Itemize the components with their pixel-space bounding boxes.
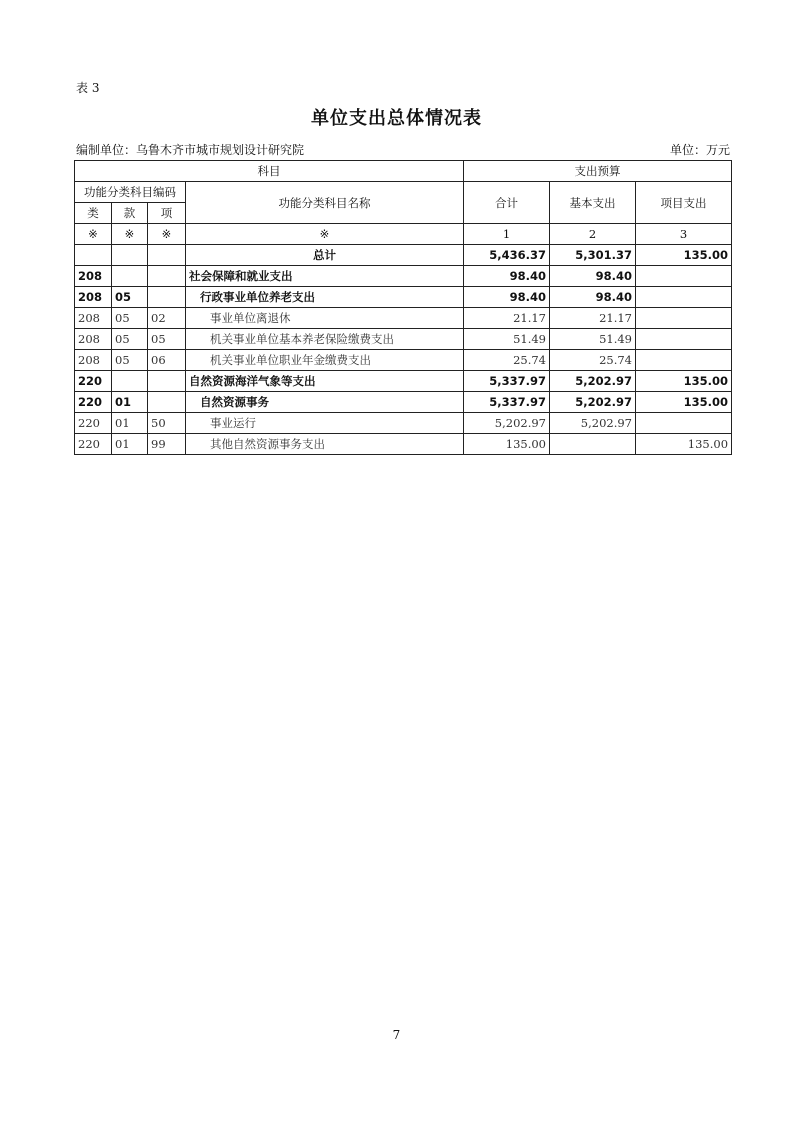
col-number-1: 1 [464, 224, 550, 245]
subject-name: 其他自然资源事务支出 [186, 434, 464, 455]
table-row [75, 392, 732, 413]
header-kuan: 款 [112, 203, 148, 224]
code-lei: 208 [75, 287, 112, 308]
amount-total: 98.40 [464, 287, 550, 308]
code-kuan: 05 [112, 329, 148, 350]
code-lei: 208 [75, 266, 112, 287]
header-code-group: 功能分类科目编码 [75, 182, 186, 203]
code-xiang [148, 392, 186, 413]
code-xiang: 02 [148, 308, 186, 329]
subject-name: 自然资源事务 [186, 392, 464, 413]
header-row-4 [75, 224, 732, 245]
amount-total: 5,202.97 [464, 413, 550, 434]
code-xiang: 05 [148, 329, 186, 350]
mark-xiang: ※ [148, 224, 186, 245]
header-row-2 [75, 182, 732, 203]
code-lei: 220 [75, 392, 112, 413]
table-row [75, 287, 732, 308]
code-xiang [148, 266, 186, 287]
code-kuan: 01 [112, 392, 148, 413]
subject-name: 机关事业单位职业年金缴费支出 [186, 350, 464, 371]
header-budget: 支出预算 [464, 161, 732, 182]
header-total: 合计 [464, 182, 550, 224]
amount-basic: 98.40 [550, 266, 636, 287]
subject-name: 事业单位离退休 [186, 308, 464, 329]
amount-total: 25.74 [464, 350, 550, 371]
amount-total: 21.17 [464, 308, 550, 329]
table-row [75, 434, 732, 455]
total-basic: 5,301.37 [550, 245, 636, 266]
amount-basic: 51.49 [550, 329, 636, 350]
page-number: 7 [392, 1028, 401, 1042]
code-xiang: 50 [148, 413, 186, 434]
code-kuan [112, 371, 148, 392]
header-subject: 科目 [75, 161, 464, 182]
subject-name: 自然资源海洋气象等支出 [186, 371, 464, 392]
code-xiang: 99 [148, 434, 186, 455]
header-lei: 类 [75, 203, 112, 224]
amount-project [636, 413, 732, 434]
amount-project [636, 350, 732, 371]
total-project: 135.00 [636, 245, 732, 266]
expenditure-table [74, 160, 732, 455]
total-xiang [148, 245, 186, 266]
code-lei: 220 [75, 434, 112, 455]
amount-total: 98.40 [464, 266, 550, 287]
mark-name: ※ [186, 224, 464, 245]
amount-total: 51.49 [464, 329, 550, 350]
code-xiang: 06 [148, 350, 186, 371]
amount-basic: 5,202.97 [550, 413, 636, 434]
table-number: 表 3 [76, 81, 100, 95]
amount-basic: 98.40 [550, 287, 636, 308]
amount-project [636, 329, 732, 350]
total-label: 总计 [186, 245, 464, 266]
amount-basic [550, 434, 636, 455]
subject-name: 社会保障和就业支出 [186, 266, 464, 287]
mark-lei: ※ [75, 224, 112, 245]
table-row [75, 413, 732, 434]
col-number-3: 3 [636, 224, 732, 245]
code-lei: 208 [75, 308, 112, 329]
header-basic: 基本支出 [550, 182, 636, 224]
amount-basic: 25.74 [550, 350, 636, 371]
code-kuan: 01 [112, 413, 148, 434]
table-row [75, 329, 732, 350]
amount-project [636, 266, 732, 287]
amount-basic: 5,202.97 [550, 392, 636, 413]
code-xiang [148, 287, 186, 308]
total-amount: 5,436.37 [464, 245, 550, 266]
amount-project [636, 287, 732, 308]
col-number-2: 2 [550, 224, 636, 245]
table-row [75, 371, 732, 392]
page-title: 单位支出总体情况表 [311, 108, 482, 129]
amount-project: 135.00 [636, 434, 732, 455]
header-xiang: 项 [148, 203, 186, 224]
code-kuan [112, 266, 148, 287]
subject-name: 机关事业单位基本养老保险缴费支出 [186, 329, 464, 350]
amount-project [636, 308, 732, 329]
table-row [75, 350, 732, 371]
amount-basic: 21.17 [550, 308, 636, 329]
code-kuan: 05 [112, 308, 148, 329]
total-kuan [112, 245, 148, 266]
table-row [75, 308, 732, 329]
mark-kuan: ※ [112, 224, 148, 245]
amount-total: 135.00 [464, 434, 550, 455]
code-lei: 220 [75, 371, 112, 392]
code-xiang [148, 371, 186, 392]
code-kuan: 05 [112, 287, 148, 308]
header-project: 项目支出 [636, 182, 732, 224]
table-row [75, 266, 732, 287]
code-lei: 208 [75, 350, 112, 371]
total-lei [75, 245, 112, 266]
total-row [75, 245, 732, 266]
currency-unit: 单位：万元 [669, 143, 730, 157]
amount-total: 5,337.97 [464, 392, 550, 413]
code-kuan: 01 [112, 434, 148, 455]
code-kuan: 05 [112, 350, 148, 371]
compiling-unit: 编制单位：乌鲁木齐市城市规划设计研究院 [76, 143, 305, 157]
code-lei: 208 [75, 329, 112, 350]
header-name: 功能分类科目名称 [186, 182, 464, 224]
subject-name: 事业运行 [186, 413, 464, 434]
amount-project: 135.00 [636, 371, 732, 392]
subject-name: 行政事业单位养老支出 [186, 287, 464, 308]
code-lei: 220 [75, 413, 112, 434]
header-row-1 [75, 161, 732, 182]
amount-total: 5,337.97 [464, 371, 550, 392]
amount-basic: 5,202.97 [550, 371, 636, 392]
amount-project: 135.00 [636, 392, 732, 413]
